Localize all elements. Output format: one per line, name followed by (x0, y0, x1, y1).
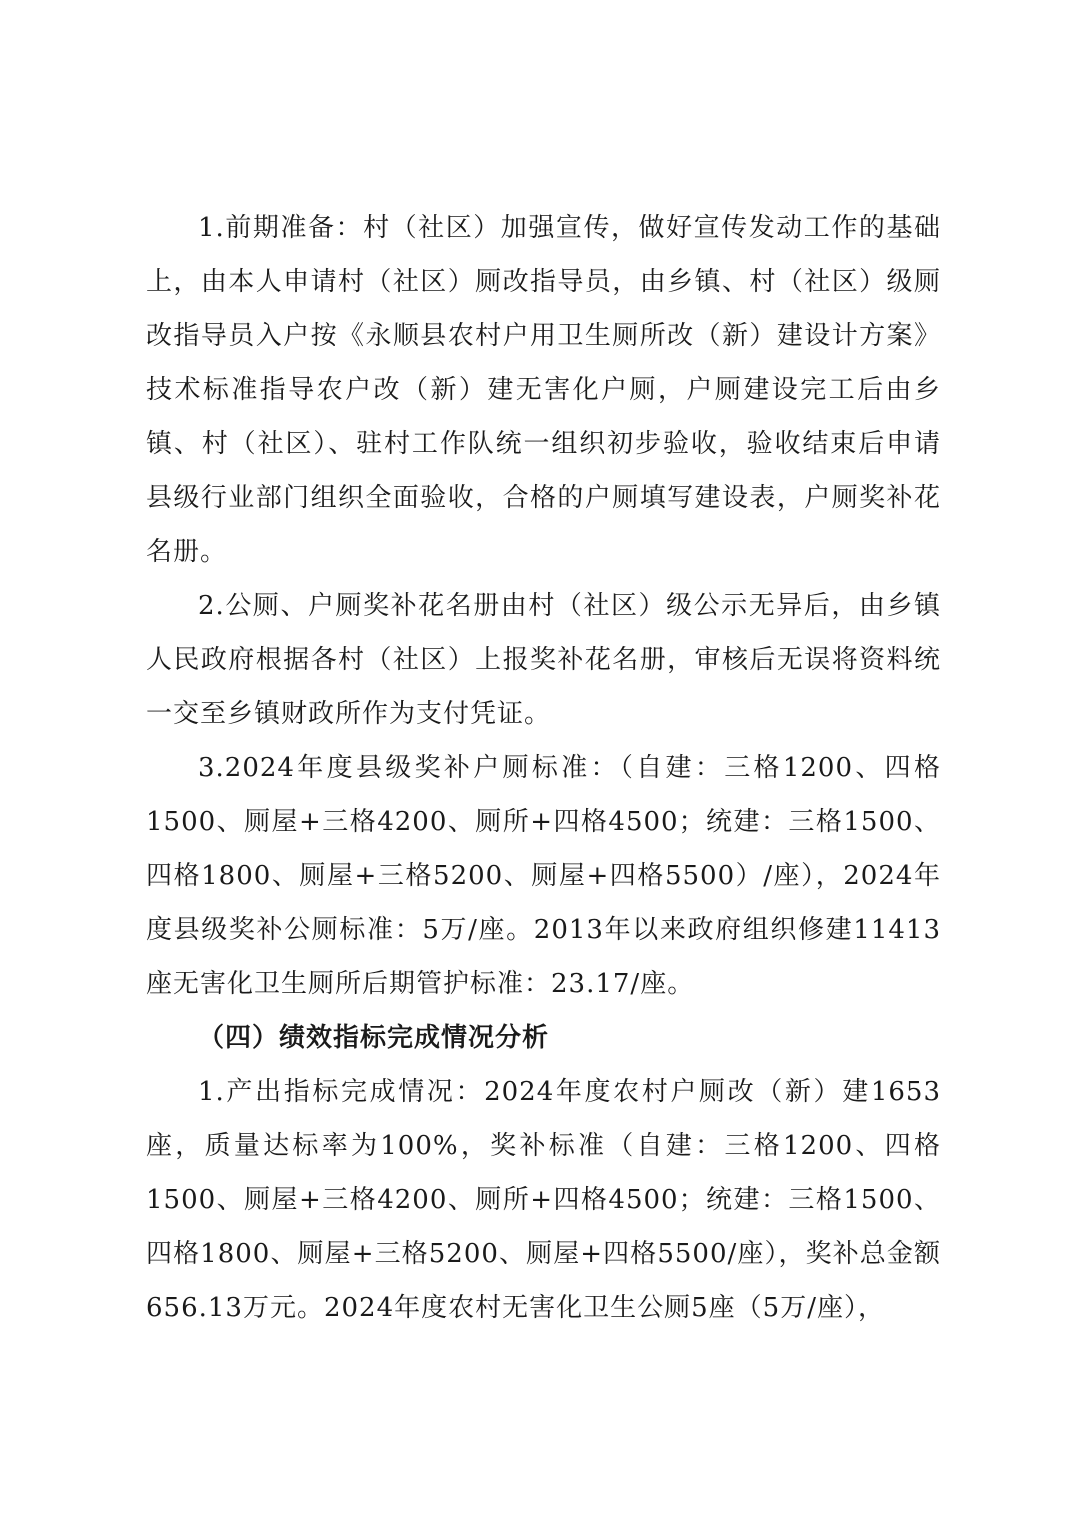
paragraph-preparation: 1.前期准备：村（社区）加强宣传，做好宣传发动工作的基础上，由本人申请村（社区）厕改指导员，由乡镇、村（社区）级厕改指导员入户按《永顺县农村户用卫生厕所改（新）建设计方案》技术标准指导农户改（新）建无害化户厕，户厕建设完工后由乡镇、村（社区）、驻村工作队统一组织初步验收，验收结束后申请县级行业部门组织全面验收，合格的户厕填写建设表，户厕奖补花名册。 (146, 213, 941, 567)
paragraph-subsidy-standard: 3.2024年度县级奖补户厕标准：（自建：三格1200、四格1500、厕屋+三格4200、厕所+四格4500；统建：三格1500、四格1800、厕屋+三格5200、厕屋+四格5500）/座），2024年度县级奖补公厕标准：5万/座。2013年以来政府组织修建11413座无害化卫生厕所后期管护标准：23.17/座。 (146, 753, 941, 999)
section-heading: （四）绩效指标完成情况分析 (198, 1023, 550, 1053)
paragraph-roster-publicity: 2.公厕、户厕奖补花名册由村（社区）级公示无异后，由乡镇人民政府根据各村（社区）上报奖补花名册，审核后无误将资料统一交至乡镇财政所作为支付凭证。 (146, 591, 941, 729)
paragraph-output-indicators: 1.产出指标完成情况：2024年度农村户厕改（新）建1653座，质量达标率为100%，奖补标准（自建：三格1200、四格1500、厕屋+三格4200、厕所+四格4500；统建：三格1500、四格1800、厕屋+三格5200、厕屋+四格5500/座），奖补总金额656.13万元。2024年度农村无害化卫生公厕5座（5万/座）， (146, 1077, 941, 1323)
document-body (146, 201, 941, 1335)
